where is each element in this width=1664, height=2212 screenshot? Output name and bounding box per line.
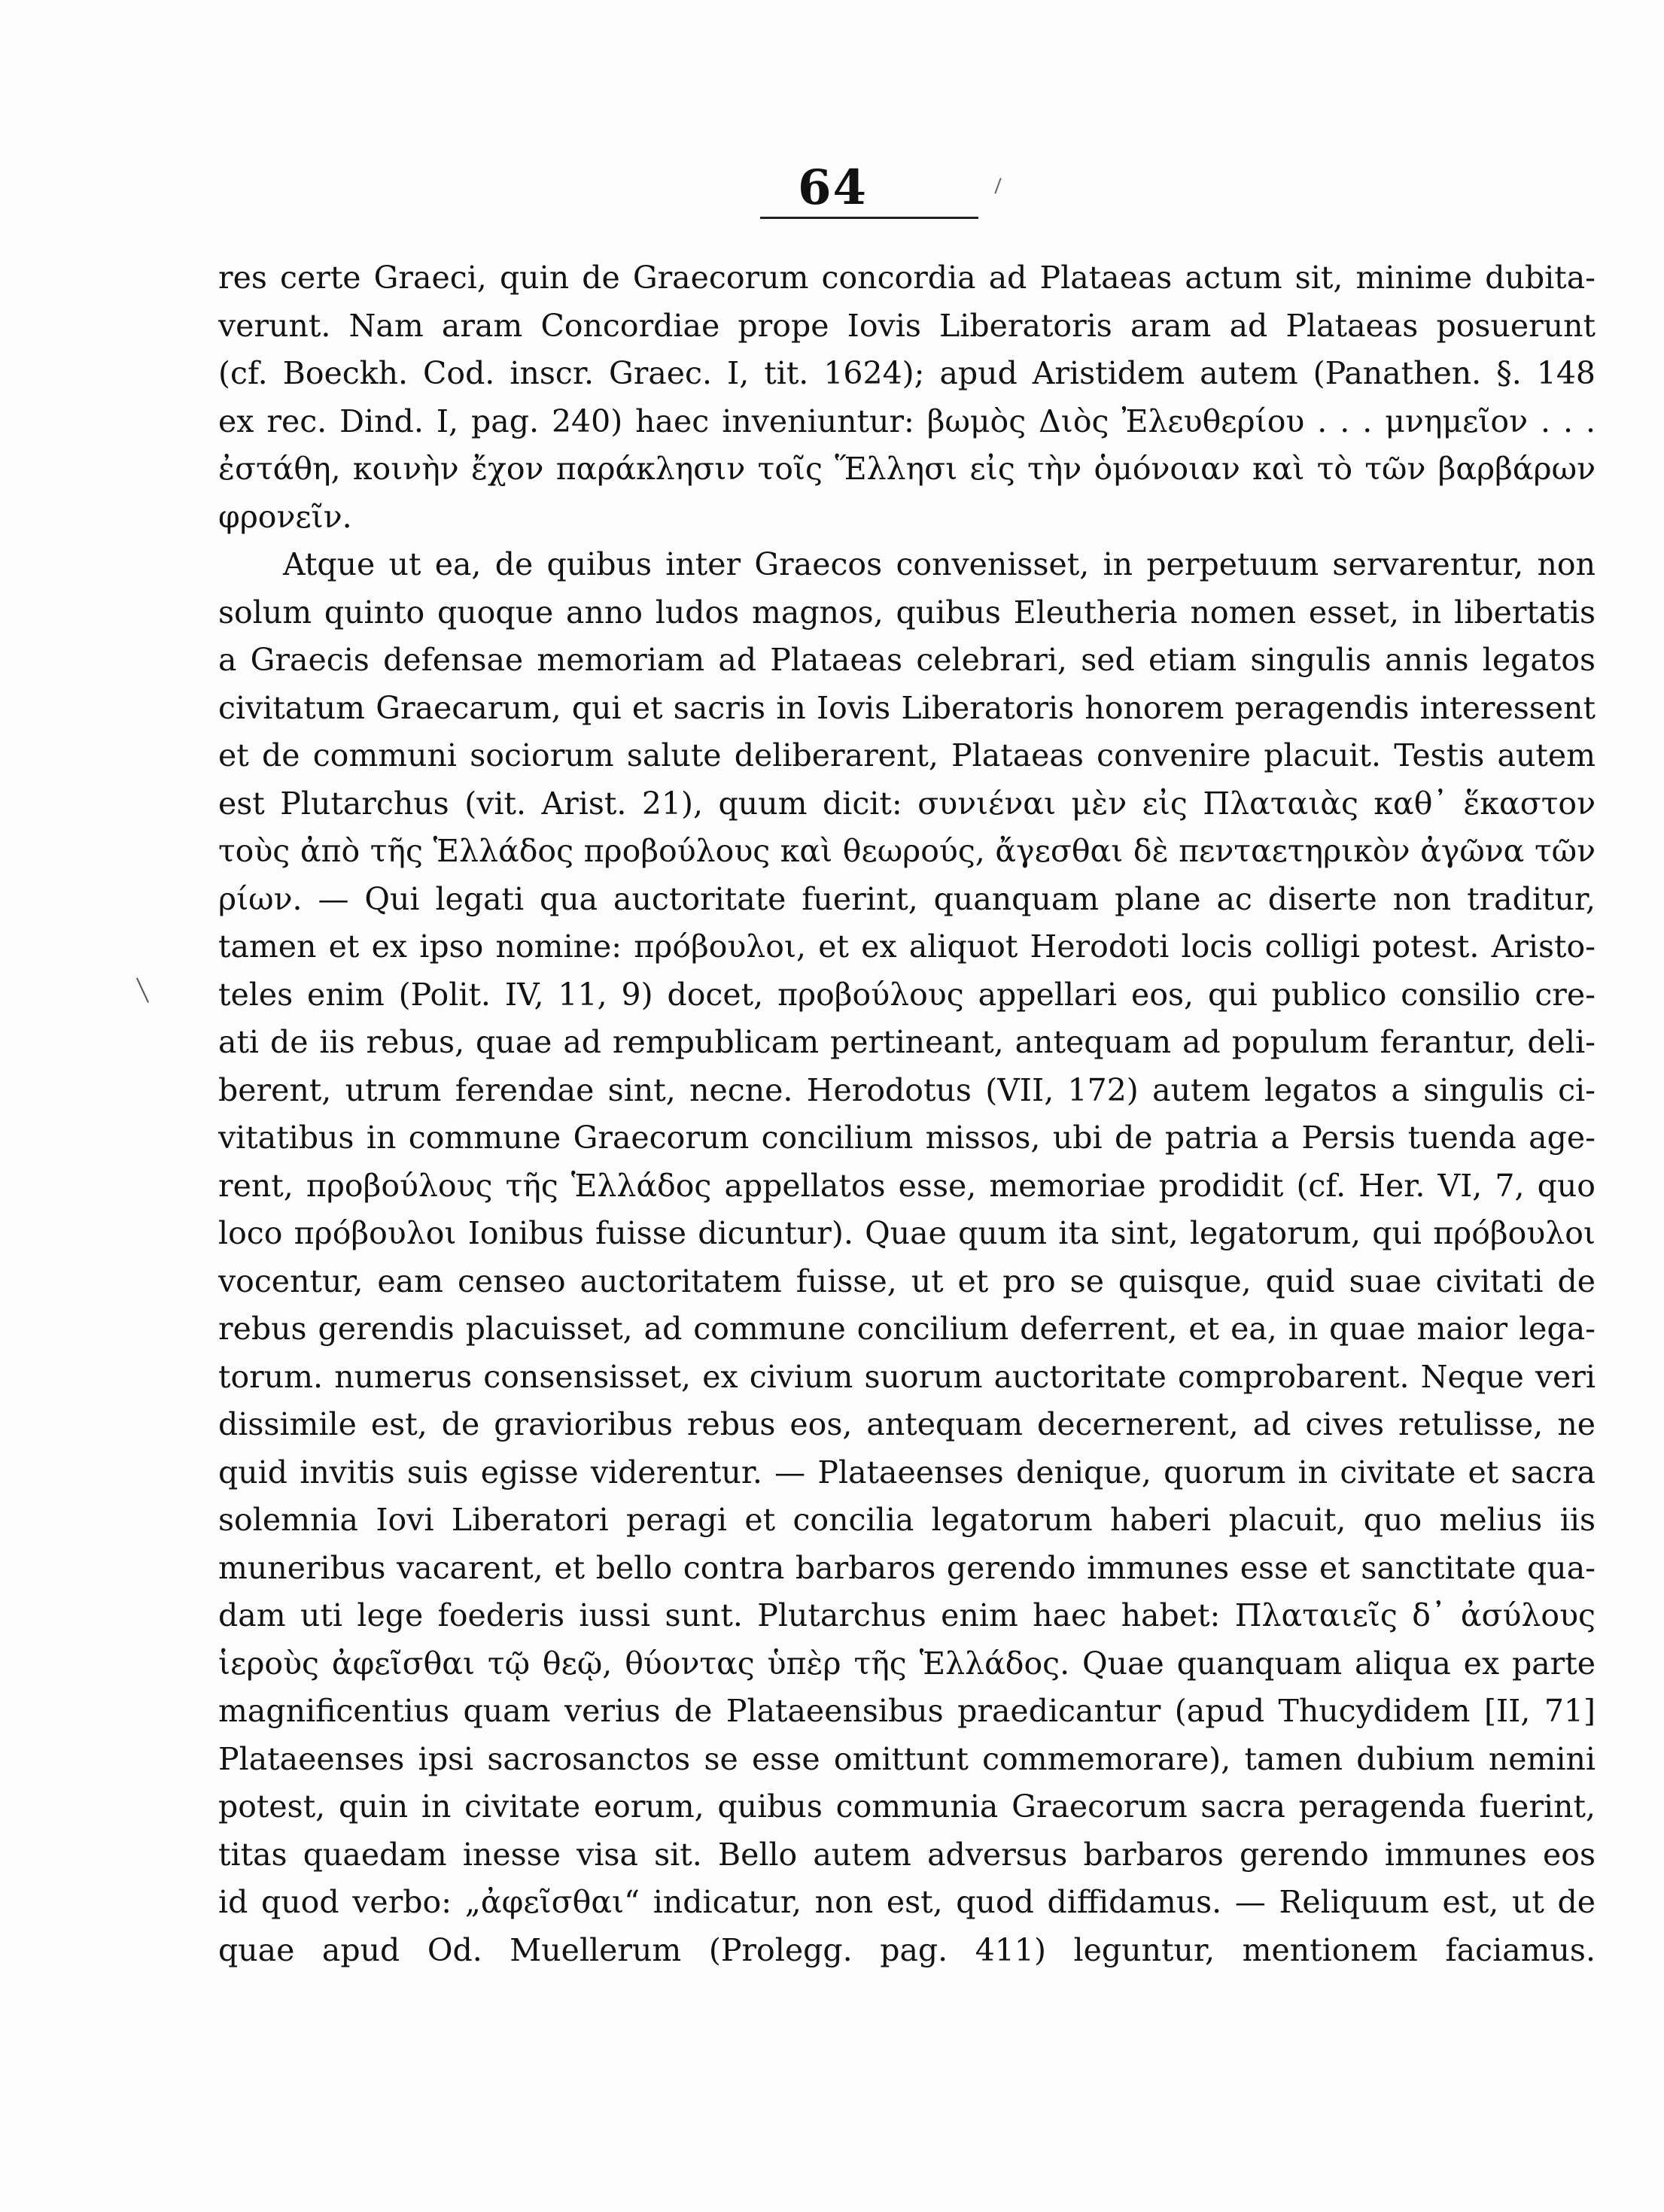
text-line: est Plutarchus (vit. Arist. 21), quum dicit: συνιέναι μὲν εἰς Πλαταιὰς καθ᾽ ἕκαστον <box>218 785 1596 822</box>
text-line: teles enim (Polit. IV, 11, 9) docet, προβούλους appellari eos, qui publico consilio cre- <box>218 976 1596 1013</box>
text-line: vocentur, eam censeo auctoritatem fuisse, ut et pro se quisque, quid suae civitati de <box>218 1262 1596 1299</box>
text-line: tamen et ex ipso nomine: πρόβουλοι, et ex aliquot Herodoti locis colligi potest. Aristo- <box>218 928 1596 965</box>
text-line: loco πρόβουλοι Ionibus fuisse dicuntur). Quae quum ita sint, legatorum, qui πρόβουλοι <box>218 1215 1596 1251</box>
text-line: id quod verbo: „ἀφεῖσθαι“ indicatur, non est, quod diffidamus. — Reliquum est, ut de <box>218 1884 1596 1920</box>
text-line: rent, προβούλους τῆς Ἑλλάδος appellatos esse, memoriae prodidit (cf. Her. VI, 7, quo <box>218 1167 1596 1204</box>
text-line: ati de iis rebus, quae ad rempublicam pertineant, antequam ad populum ferantur, deli- <box>218 1024 1596 1060</box>
text-line: berent, utrum ferendae sint, necne. Herodotus (VII, 172) autem legatos a singulis ci- <box>218 1071 1596 1108</box>
text-line: rebus gerendis placuisset, ad commune concilium deferrent, et ea, in quae maior lega- <box>218 1311 1596 1347</box>
text-line: quae apud Od. Muellerum (Prolegg. pag. 411) leguntur, mentionem faciamus. <box>218 1931 1596 1968</box>
text-line: ρίων. — Qui legati qua auctoritate fuerint, quanquam plane ac diserte non traditur, <box>218 880 1596 917</box>
text-line: Plataeenses ipsi sacrosanctos se esse omittunt commemorare), tamen dubium nemini <box>218 1740 1596 1777</box>
text-line: dissimile est, de gravioribus rebus eos, antequam decernerent, ad cives retulisse, ne <box>218 1406 1596 1442</box>
text-line: solum quinto quoque anno ludos magnos, quibus Eleutheria nomen esset, in libertatis <box>218 594 1596 630</box>
text-line: τοὺς ἀπὸ τῆς Ἑλλάδος προβούλους καὶ θεωρούς, ἄγεσθαι δὲ πενταετηρικὸν ἀγῶνα τῶν <box>218 833 1596 869</box>
ink-mark <box>994 178 1001 193</box>
text-line: φρονεῖν. <box>218 498 352 535</box>
text-line: quid invitis suis egisse viderentur. — Plataeenses denique, quorum in civitate et sacra <box>218 1454 1596 1490</box>
text-line: verunt. Nam aram Concordiae prope Iovis Liberatoris aram ad Plataeas posuerunt <box>218 307 1596 344</box>
text-line: (cf. Boeckh. Cod. inscr. Graec. I, tit. 1624); apud Aristidem autem (Panathen. §. 148 <box>218 355 1596 391</box>
header-rule <box>760 217 978 219</box>
text-line: solemnia Iovi Liberatori peragi et concilia legatorum haberi placuit, quo melius iis <box>218 1502 1596 1538</box>
text-line: Atque ut ea, de quibus inter Graecos convenisset, in perpetuum servarentur, non <box>283 546 1596 582</box>
text-line: vitatibus in commune Graecorum concilium missos, ubi de patria a Persis tuenda age- <box>218 1120 1596 1156</box>
body-text <box>218 254 1596 1974</box>
text-line: dam uti lege foederis iussi sunt. Plutarchus enim haec habet: Πλαταιεῖς δ᾽ ἀσύλους <box>218 1597 1596 1633</box>
text-line: magnificentius quam verius de Plataeensibus praedicantur (apud Thucydidem [II, 71] <box>218 1693 1596 1729</box>
text-line: res certe Graeci, quin de Graecorum concordia ad Plataeas actum sit, minime dubita- <box>218 260 1596 296</box>
text-line: titas quaedam inesse visa sit. Bello autem adversus barbaros gerendo immunes eos <box>218 1836 1596 1873</box>
text-line: muneribus vacarent, et bello contra barbaros gerendo immunes esse et sanctitate qua- <box>218 1549 1596 1586</box>
text-line: ἱεροὺς ἀφεῖσθαι τῷ θεῷ, θύοντας ὑπὲρ τῆς Ἑλλάδος. Quae quanquam aliqua ex parte <box>218 1645 1596 1682</box>
text-line: torum. numerus consensisset, ex civium suorum auctoritate comprobarent. Neque veri <box>218 1358 1596 1395</box>
margin-mark <box>136 974 156 1003</box>
text-line: potest, quin in civitate eorum, quibus communia Graecorum sacra peragenda fuerint, <box>218 1788 1596 1825</box>
text-line: civitatum Graecarum, qui et sacris in Iovis Liberatoris honorem peragendis interessent <box>218 689 1596 726</box>
text-line: ἐστάθη, κοινὴν ἔχον παράκλησιν τοῖς Ἕλλησι εἰς τὴν ὁμόνοιαν καὶ τὸ τῶν βαρβάρων <box>218 451 1596 487</box>
text-line: et de communi sociorum salute deliberarent, Plataeas convenire placuit. Testis autem <box>218 737 1596 773</box>
text-line: ex rec. Dind. I, pag. 240) haec inveniuntur: βωμὸς Διὸς Ἐλευθερίου . . . μνημεῖον . . . <box>218 403 1596 439</box>
page-number: 64 <box>798 160 869 216</box>
text-line: a Graecis defensae memoriam ad Plataeas celebrari, sed etiam singulis annis legatos <box>218 642 1596 678</box>
